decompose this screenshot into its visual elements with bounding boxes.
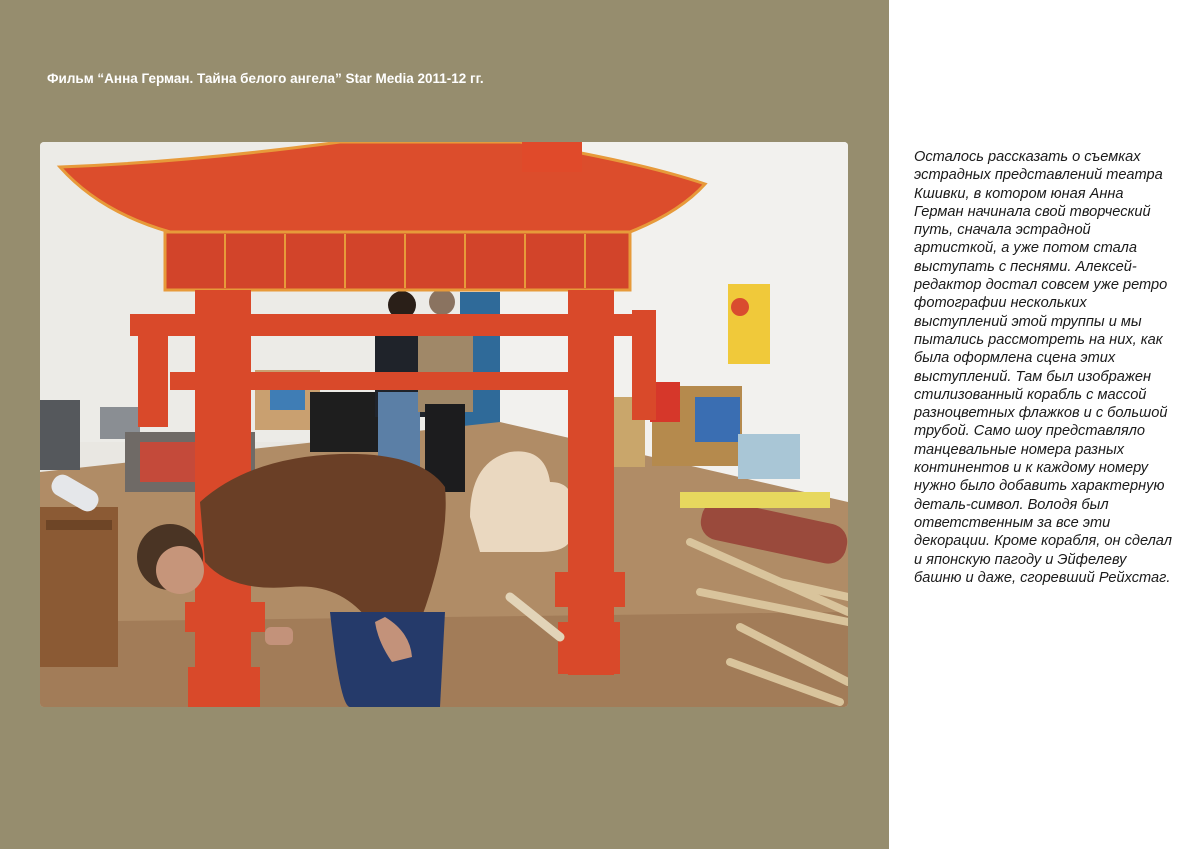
page-title: Фильм “Анна Герман. Тайна белого ангела” Star Media 2011-12 гг. (47, 71, 484, 86)
article-text: Осталось рассказать о съемках эстрадных представлений театра Кшивки, в котором юная Анна Герман начинала свой творческий путь, сначала эстрадной артисткой, а уже потом стала выступать с песнями. Алексей-редактор достал совсем уже ретро фотографии нескольких выступлений этой труппы и мы пытались рассмотреть на них, как была оформлена сцена этих выступлений. Там был изображен стилизованный корабль с массой разноцветных флажков и с большой трубой. Само шоу представляло танцевальные номера разных континентов и к каждому номеру нужно было добавить характерную деталь-символ. Володя был ответственным за все эти декорации. Кроме корабля, он сделал и японскую пагоду и Эйфелеву башню и даже, сгоревший Рейхстаг. (914, 149, 1172, 586)
workshop-photo (40, 142, 848, 707)
